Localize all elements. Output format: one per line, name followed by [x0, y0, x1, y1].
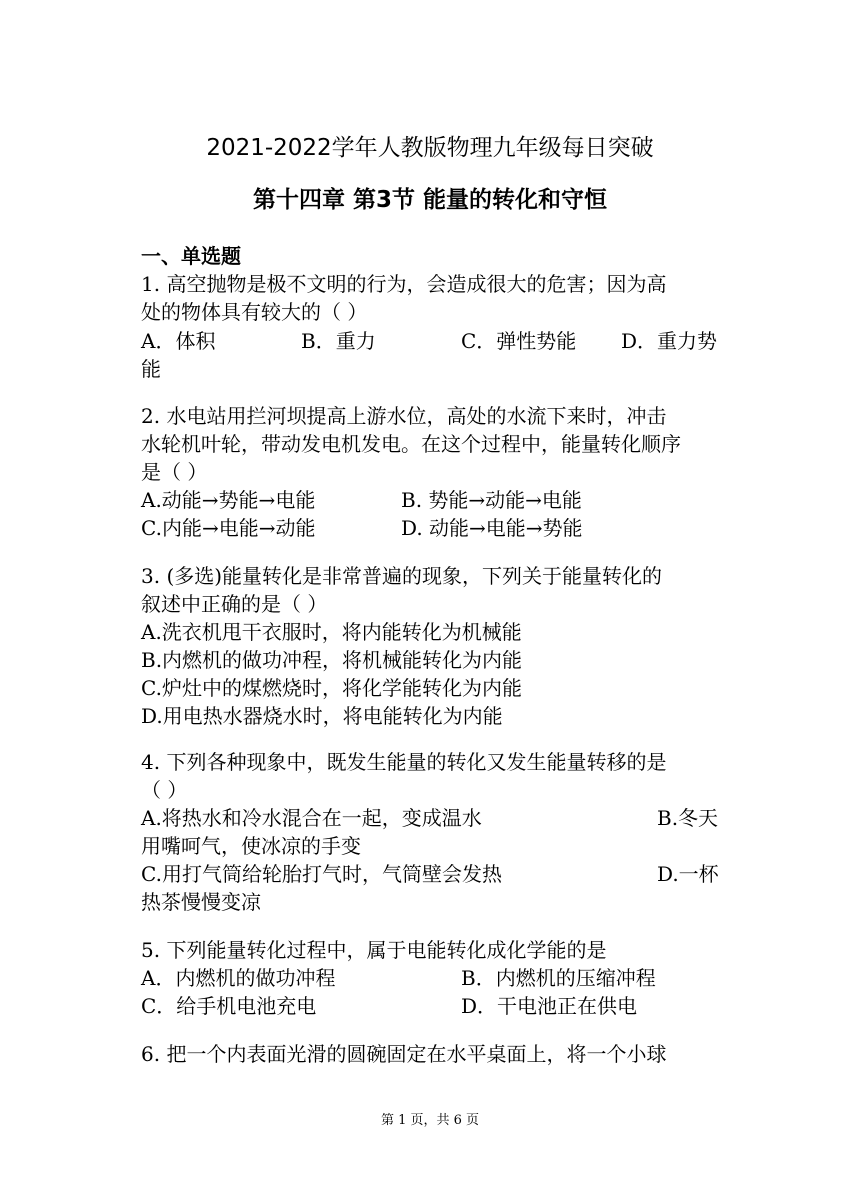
document-title: 2021-2022学年人教版物理九年级每日突破	[206, 135, 654, 161]
question-2-stem-line-1: 2. 水电站用拦河坝提高上游水位，高处的水流下来时，冲击	[141, 404, 667, 428]
question-5-option-d: D．干电池正在供电	[461, 994, 638, 1018]
question-4-option-a: A.将热水和冷水混合在一起，变成温水	[141, 806, 482, 830]
question-3-option-b: B.内燃机的做功冲程，将机械能转化为内能	[141, 648, 523, 672]
question-5-option-c: C．给手机电池充电	[141, 994, 317, 1018]
question-2-option-c: C.内能→电能→动能	[141, 516, 316, 540]
question-2-option-d: D. 动能→电能→势能	[401, 516, 583, 540]
question-4-option-d: D.一杯	[657, 862, 719, 886]
section-heading: 一、单选题	[141, 244, 241, 268]
question-1-option-d-wrap: 能	[141, 357, 161, 381]
question-1-option-a: A．体积	[141, 329, 216, 353]
question-5-option-a: A．内燃机的做功冲程	[141, 966, 336, 990]
question-5-stem-line-1: 5. 下列能量转化过程中，属于电能转化成化学能的是	[141, 938, 607, 962]
question-6-stem-line-1: 6. 把一个内表面光滑的圆碗固定在水平桌面上，将一个小球	[141, 1042, 667, 1066]
question-3-option-c: C.炉灶中的煤燃烧时，将化学能转化为内能	[141, 676, 522, 700]
question-5-option-b: B．内燃机的压缩冲程	[461, 966, 656, 990]
question-4-stem-line-2: （ ）	[141, 778, 188, 802]
question-2-stem-line-2: 水轮机叶轮，带动发电机发电。在这个过程中，能量转化顺序	[141, 432, 681, 456]
question-2-option-b: B. 势能→动能→电能	[401, 488, 582, 512]
page-footer: 第 1 页，共 6 页	[380, 1113, 480, 1128]
chapter-subtitle: 第十四章 第3节 能量的转化和守恒	[252, 187, 608, 213]
question-3-option-d: D.用电热水器烧水时，将电能转化为内能	[141, 704, 503, 728]
question-4-option-c: C.用打气筒给轮胎打气时，气筒壁会发热	[141, 862, 502, 886]
question-3-stem-line-2: 叙述中正确的是（ ）	[141, 592, 328, 616]
question-3-option-a: A.洗衣机甩干衣服时，将内能转化为机械能	[141, 620, 522, 644]
question-1-option-c: C．弹性势能	[461, 329, 577, 353]
question-2-stem-line-3: 是（ ）	[141, 460, 208, 484]
question-4-option-d-wrap: 热茶慢慢变凉	[141, 890, 261, 914]
question-4-option-b-wrap: 用嘴呵气，使冰凉的手变	[141, 834, 361, 858]
question-3-stem-line-1: 3. (多选)能量转化是非常普遍的现象，下列关于能量转化的	[141, 564, 663, 588]
question-1-option-d: D．重力势	[621, 329, 718, 353]
question-2-option-a: A.动能→势能→电能	[141, 488, 316, 512]
question-4-option-b: B.冬天	[657, 806, 719, 830]
question-1-option-b: B．重力	[301, 329, 376, 353]
question-4-stem-line-1: 4. 下列各种现象中，既发生能量的转化又发生能量转移的是	[141, 750, 667, 774]
question-1-stem-line-2: 处的物体具有较大的（ ）	[141, 300, 368, 324]
question-1-stem-line-1: 1. 高空抛物是极不文明的行为，会造成很大的危害；因为高	[141, 272, 667, 296]
